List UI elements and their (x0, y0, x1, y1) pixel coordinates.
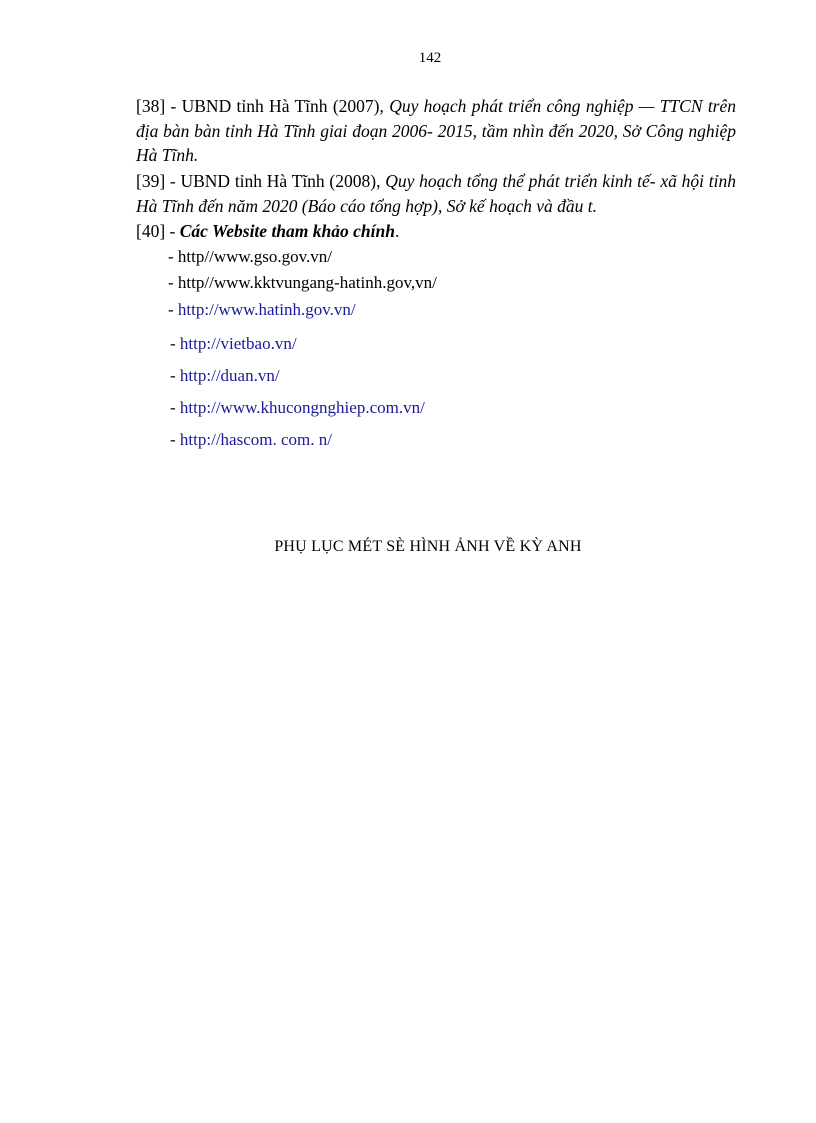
list-dash: - (168, 273, 178, 292)
website-item (170, 429, 332, 451)
list-dash: - (168, 247, 178, 266)
appendix-title: PHỤ LỤC MÉT SÈ HÌNH ẢNH VỀ KỲ ANH (274, 538, 582, 555)
list-dash: - (170, 398, 180, 417)
list-dash: - (168, 300, 178, 319)
list-dash: - (170, 334, 180, 353)
website-link[interactable]: http://www.hatinh.gov.vn/ (177, 300, 356, 319)
reference-prefix: - (165, 221, 180, 241)
reference-prefix: - UBND tỉnh Hà Tĩnh (2007), (165, 96, 390, 116)
reference-prefix: - UBND tỉnh Hà Tĩnh (2008), (165, 171, 386, 191)
website-link[interactable]: http://hascom. com. n/ (179, 430, 332, 449)
website-item (168, 272, 437, 294)
reference-title: Quy hoạch tổng thể phát triển kinh tế- xã hội tỉnh Hà Tĩnh đến năm 2020 (Báo cáo tổng hợp), Sở kế hoạch và đầu t. (136, 171, 736, 216)
website-link[interactable]: http://duan.vn/ (179, 366, 280, 385)
list-dash: - (170, 366, 180, 385)
website-url: http//www.gso.gov.vn/ (177, 247, 333, 266)
list-dash: - (170, 430, 180, 449)
page-number: 142 (418, 50, 442, 66)
reference-title: Các Website tham khảo chính (179, 221, 395, 241)
reference-number: [39] (136, 171, 166, 191)
reference-suffix: . (394, 221, 400, 241)
website-item (170, 365, 280, 387)
reference-40 (136, 219, 736, 244)
website-link[interactable]: http://vietbao.vn/ (179, 334, 297, 353)
website-item (168, 299, 356, 321)
website-url: http//www.kktvungang-hatinh.gov,vn/ (177, 273, 437, 292)
reference-number: [38] (136, 96, 166, 116)
website-item (170, 333, 297, 355)
reference-number: [40] (136, 221, 166, 241)
reference-title: Quy hoạch phát triển công nghiệp — TTCN trên địa bàn bàn tỉnh Hà Tĩnh giai đoạn 2006- 2015, tầm nhìn đến 2020, Sở Công nghiệp Hà Tĩnh. (136, 96, 737, 165)
reference-38 (136, 94, 736, 168)
website-item (168, 246, 332, 268)
reference-39 (136, 169, 736, 218)
website-item (170, 397, 425, 419)
website-link[interactable]: http://www.khucongnghiep.com.vn/ (179, 398, 425, 417)
